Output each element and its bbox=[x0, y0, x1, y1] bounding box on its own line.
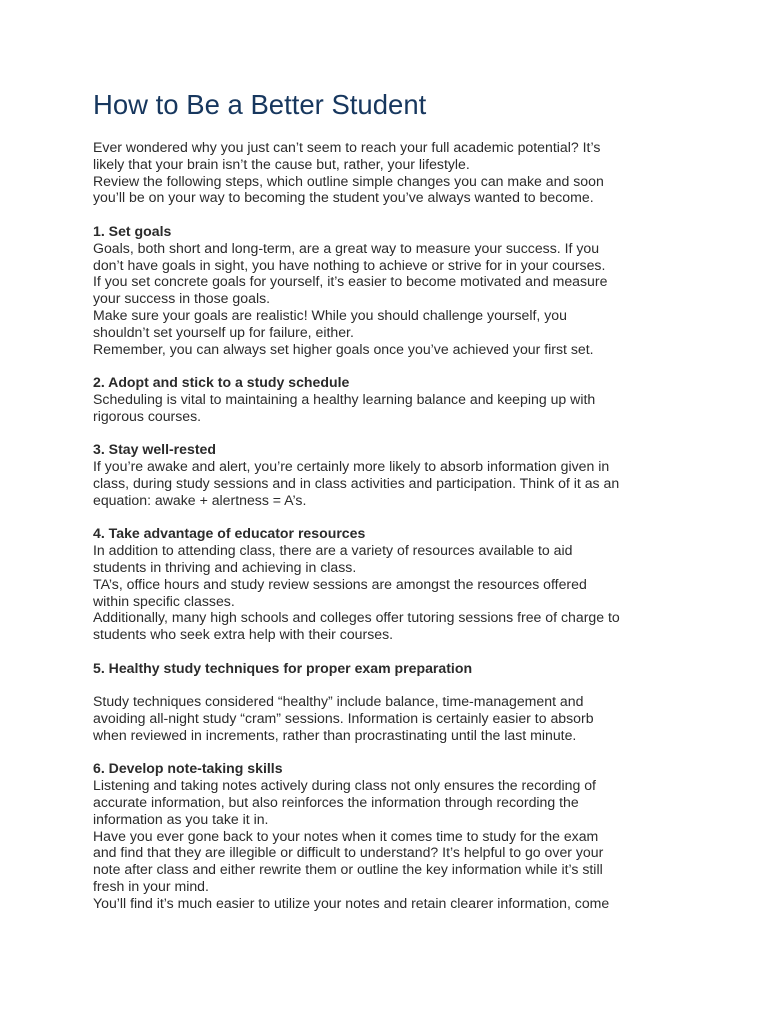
text-line: your success in those goals. bbox=[93, 290, 271, 307]
text-line: Study techniques considered “healthy” include balance, time-management and bbox=[93, 693, 584, 710]
text-line: equation: awake + alertness = A’s. bbox=[93, 491, 307, 508]
text-line: Make sure your goals are realistic! While you should challenge yourself, you bbox=[93, 306, 567, 323]
section-heading: 6. Develop note-taking skills bbox=[93, 760, 283, 777]
text-line: Ever wondered why you just can’t seem to reach your full academic potential? It’s bbox=[93, 139, 601, 155]
section-heading: 5. Healthy study techniques for proper exam preparation bbox=[93, 659, 473, 676]
section-heading: 1. Set goals bbox=[93, 222, 172, 239]
text-line: note after class and either rewrite them or outline the key information while it’s still bbox=[93, 861, 603, 878]
text-line: rigorous courses. bbox=[93, 407, 202, 424]
document-body bbox=[93, 88, 693, 912]
text-line: If you set concrete goals for yourself, it’s easier to become motivated and measure bbox=[93, 273, 608, 290]
text-line: accurate information, but also reinforces the information through recording the bbox=[93, 794, 579, 811]
text-line: you’ll be on your way to becoming the student you’ve always wanted to become. bbox=[93, 189, 594, 206]
spacer bbox=[93, 509, 693, 526]
text-line: avoiding all-night study “cram” sessions. Information is certainly easier to absorb bbox=[93, 710, 594, 727]
text-line: within specific classes. bbox=[93, 592, 235, 609]
section-stay-well-rested bbox=[93, 441, 693, 508]
text-line: Remember, you can always set higher goals once you’ve achieved your first set. bbox=[93, 340, 594, 357]
spacer bbox=[93, 206, 693, 223]
page-title: How to Be a Better Student bbox=[93, 89, 427, 120]
text-line: If you’re awake and alert, you’re certainly more likely to absorb information given in bbox=[93, 458, 610, 475]
section-heading: 2. Adopt and stick to a study schedule bbox=[93, 374, 350, 391]
section-study-techniques bbox=[93, 660, 693, 744]
text-line: students in thriving and achieving in class. bbox=[93, 558, 357, 575]
section-study-schedule bbox=[93, 374, 693, 424]
text-line: shouldn’t set yourself up for failure, either. bbox=[93, 323, 354, 340]
section-set-goals bbox=[93, 223, 693, 357]
text-line: when reviewed in increments, rather than procrastinating until the last minute. bbox=[93, 726, 577, 743]
text-line: You’ll find it’s much easier to utilize your notes and retain clearer information, come bbox=[93, 894, 610, 911]
section-note-taking bbox=[93, 760, 693, 911]
spacer bbox=[93, 744, 693, 761]
text-line: don’t have goals in sight, you have nothing to achieve or strive for in your courses. bbox=[93, 256, 606, 273]
text-line: In addition to attending class, there are a variety of resources available to aid bbox=[93, 542, 573, 559]
spacer bbox=[93, 425, 693, 442]
text-line: Additionally, many high schools and colleges offer tutoring sessions free of charge to bbox=[93, 609, 620, 626]
text-line: Listening and taking notes actively during class not only ensures the recording of bbox=[93, 777, 596, 794]
text-line: students who seek extra help with their courses. bbox=[93, 626, 394, 643]
text-line: likely that your brain isn’t the cause but, rather, your lifestyle. bbox=[93, 155, 470, 172]
text-line: and find that they are illegible or difficult to understand? It’s helpful to go over your bbox=[93, 844, 604, 861]
section-heading: 3. Stay well-rested bbox=[93, 441, 216, 458]
text-line: Goals, both short and long-term, are a great way to measure your success. If you bbox=[93, 239, 600, 256]
text-line: TA’s, office hours and study review sessions are amongst the resources offered bbox=[93, 575, 587, 592]
text-line: Scheduling is vital to maintaining a healthy learning balance and keeping up with bbox=[93, 390, 596, 407]
text-line: Review the following steps, which outline simple changes you can make and soon bbox=[93, 172, 604, 189]
intro-paragraph bbox=[93, 139, 693, 206]
spacer bbox=[93, 643, 693, 660]
text-line: information as you take it in. bbox=[93, 810, 269, 827]
text-line: fresh in your mind. bbox=[93, 878, 209, 895]
text-line: Have you ever gone back to your notes when it comes time to study for the exam bbox=[93, 827, 599, 844]
text-line: class, during study sessions and in class activities and participation. Think of it as an bbox=[93, 474, 620, 491]
blank-line bbox=[93, 677, 693, 694]
section-educator-resources bbox=[93, 525, 693, 643]
section-heading: 4. Take advantage of educator resources bbox=[93, 525, 366, 542]
spacer bbox=[93, 357, 693, 374]
